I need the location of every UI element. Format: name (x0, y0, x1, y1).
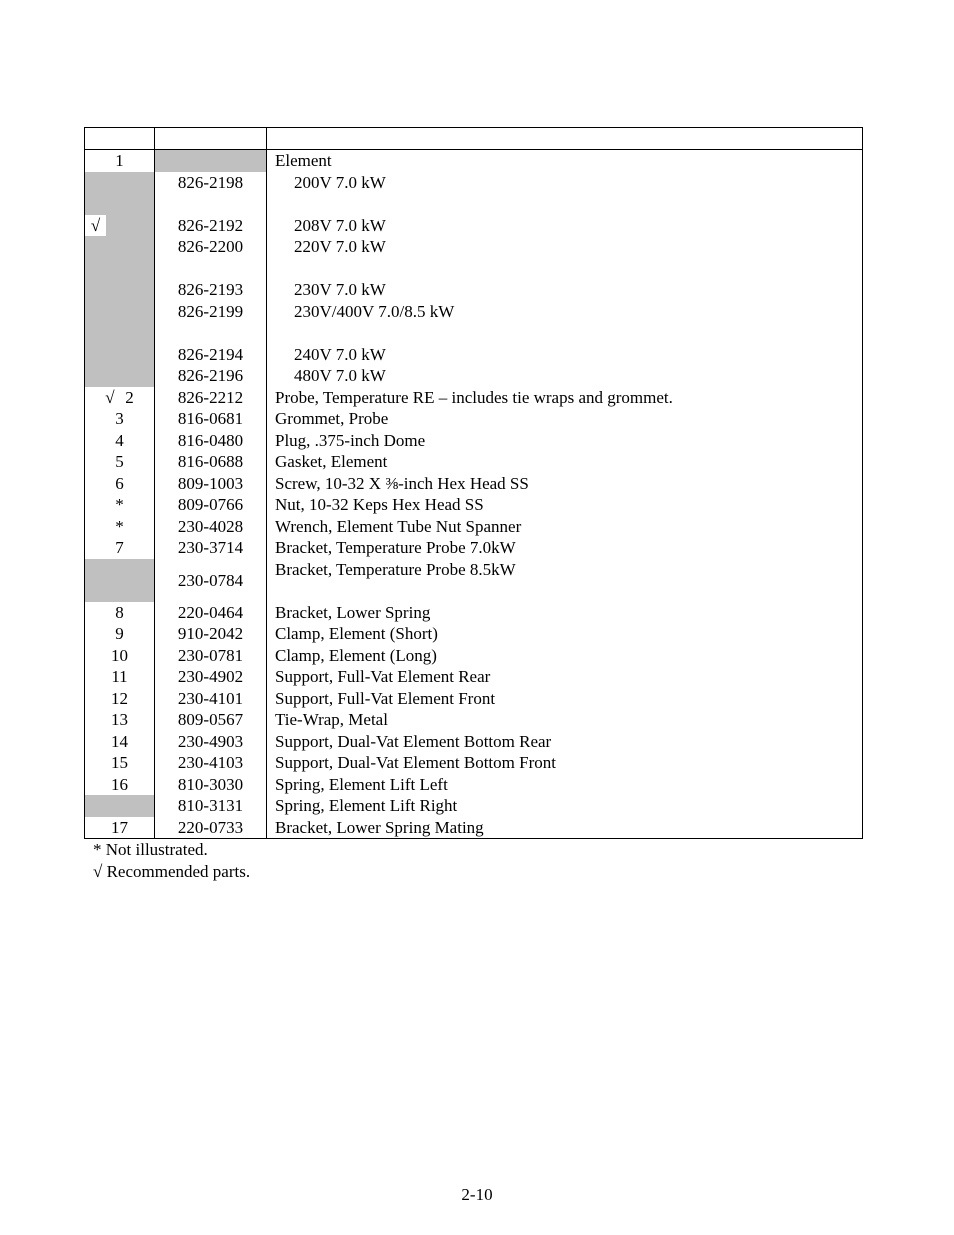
part-number: 910-2042 (155, 623, 267, 645)
part-description: 208V 7.0 kW (294, 215, 386, 235)
part-description: 230V/400V 7.0/8.5 kW (294, 301, 455, 321)
item-number (85, 559, 155, 602)
item-number (85, 279, 155, 301)
item-number: 16 (85, 774, 155, 796)
part-description: Tie-Wrap, Metal (267, 709, 863, 731)
part-number (155, 150, 267, 172)
part-description: Spring, Element Lift Right (267, 795, 863, 817)
part-number: 826-2192 (155, 215, 267, 237)
part-description: 480V 7.0 kW (294, 366, 386, 385)
part-description: Support, Full-Vat Element Rear (267, 666, 863, 688)
part-number: 826-2194 (155, 344, 267, 366)
part-description: Nut, 10-32 Keps Hex Head SS (267, 494, 863, 516)
part-number: 826-2196 (155, 365, 267, 387)
part-number: 230-4103 (155, 752, 267, 774)
part-description: Bracket, Lower Spring Mating (267, 817, 863, 839)
item-number (85, 344, 155, 366)
part-description: Bracket, Temperature Probe 8.5kW (267, 559, 863, 602)
part-number: 816-0681 (155, 408, 267, 430)
table-row (85, 602, 863, 624)
item-number (85, 172, 155, 194)
item-number: 14 (85, 731, 155, 753)
part-description: Wrench, Element Tube Nut Spanner (267, 516, 863, 538)
table-row (85, 451, 863, 473)
part-number: 230-0784 (155, 559, 267, 602)
item-number (85, 795, 155, 817)
part-description: Plug, .375-inch Dome (267, 430, 863, 452)
item-number: 11 (85, 666, 155, 688)
item-number: 17 (85, 817, 155, 839)
item-number (85, 301, 155, 323)
table-row (85, 795, 863, 817)
item-number: 12 (85, 688, 155, 710)
table-row (85, 752, 863, 774)
table-row (85, 365, 863, 387)
recommended-mark: √ (105, 387, 115, 407)
item-number: 1 (85, 150, 155, 172)
item-number: 15 (85, 752, 155, 774)
table-row (85, 516, 863, 538)
header-cell (155, 128, 267, 150)
part-number: 826-2212 (155, 387, 267, 409)
table-row (85, 537, 863, 559)
spacer-row (85, 193, 863, 215)
part-number: 230-4101 (155, 688, 267, 710)
part-number: 230-4902 (155, 666, 267, 688)
table-row (85, 817, 863, 839)
part-number: 816-0480 (155, 430, 267, 452)
item-number: 10 (85, 645, 155, 667)
header-cell (85, 128, 155, 150)
item-number: 7 (85, 537, 155, 559)
part-description: Screw, 10-32 X ⅜-inch Hex Head SS (267, 473, 863, 495)
item-number: 13 (85, 709, 155, 731)
table-row (85, 408, 863, 430)
part-description: Spring, Element Lift Left (267, 774, 863, 796)
table-row (85, 344, 863, 366)
part-description: Clamp, Element (Short) (267, 623, 863, 645)
part-number: 810-3131 (155, 795, 267, 817)
item-number (85, 365, 155, 387)
part-description: Bracket, Temperature Probe 7.0kW (267, 537, 863, 559)
table-row (85, 731, 863, 753)
part-number: 230-4903 (155, 731, 267, 753)
table-row (85, 666, 863, 688)
item-number: 4 (85, 430, 155, 452)
item-number: 3 (85, 408, 155, 430)
part-description: Bracket, Lower Spring (267, 602, 863, 624)
part-description: 220V 7.0 kW (294, 237, 386, 256)
part-description: Clamp, Element (Long) (267, 645, 863, 667)
part-number: 826-2200 (155, 236, 267, 258)
part-number: 220-0464 (155, 602, 267, 624)
table-row (85, 279, 863, 301)
part-description: 200V 7.0 kW (294, 172, 386, 192)
part-number: 230-0781 (155, 645, 267, 667)
table-row (85, 494, 863, 516)
item-number: 8 (85, 602, 155, 624)
part-description: 240V 7.0 kW (294, 344, 386, 364)
parts-table (84, 127, 863, 839)
table-row (85, 215, 863, 237)
item-number: 9 (85, 623, 155, 645)
spacer-row (85, 322, 863, 344)
table-row (85, 709, 863, 731)
footnotes (93, 839, 250, 883)
part-number: 809-0567 (155, 709, 267, 731)
table-row (85, 623, 863, 645)
recommended-mark: √ (85, 215, 106, 237)
table-row (85, 774, 863, 796)
table-row (85, 172, 863, 194)
note-recommended: √ Recommended parts. (93, 862, 251, 881)
table-row (85, 559, 863, 602)
spacer-row (85, 258, 863, 280)
table-row (85, 688, 863, 710)
note-not-illustrated: * Not illustrated. (93, 840, 208, 859)
header-cell (267, 128, 863, 150)
part-description: 230V 7.0 kW (294, 280, 386, 299)
part-description: Support, Dual-Vat Element Bottom Front (267, 752, 863, 774)
part-number: 809-1003 (155, 473, 267, 495)
part-description: Grommet, Probe (267, 408, 863, 430)
part-description: Probe, Temperature RE – includes tie wraps and grommet. (267, 387, 863, 409)
part-description: Gasket, Element (267, 451, 863, 473)
part-description: Element (267, 150, 863, 172)
part-number: 220-0733 (155, 817, 267, 839)
item-number: 6 (85, 473, 155, 495)
table-row (85, 645, 863, 667)
item-number: 2 (125, 387, 134, 407)
item-number: 5 (85, 451, 155, 473)
part-number: 826-2193 (155, 279, 267, 301)
part-number: 230-3714 (155, 537, 267, 559)
table-header-row (85, 128, 863, 150)
table-row (85, 236, 863, 258)
part-description: Support, Dual-Vat Element Bottom Rear (267, 731, 863, 753)
table-row (85, 301, 863, 323)
part-description: Support, Full-Vat Element Front (267, 688, 863, 710)
item-number: * (85, 494, 155, 516)
table-row (85, 430, 863, 452)
part-number: 230-4028 (155, 516, 267, 538)
table-row (85, 150, 863, 172)
table-row (85, 387, 863, 409)
item-number: * (85, 516, 155, 538)
page-number: 2-10 (461, 1185, 493, 1204)
part-number: 809-0766 (155, 494, 267, 516)
part-number: 826-2198 (155, 172, 267, 194)
part-number: 816-0688 (155, 451, 267, 473)
part-number: 826-2199 (155, 301, 267, 323)
table-row (85, 473, 863, 495)
part-number: 810-3030 (155, 774, 267, 796)
item-number (85, 236, 155, 258)
